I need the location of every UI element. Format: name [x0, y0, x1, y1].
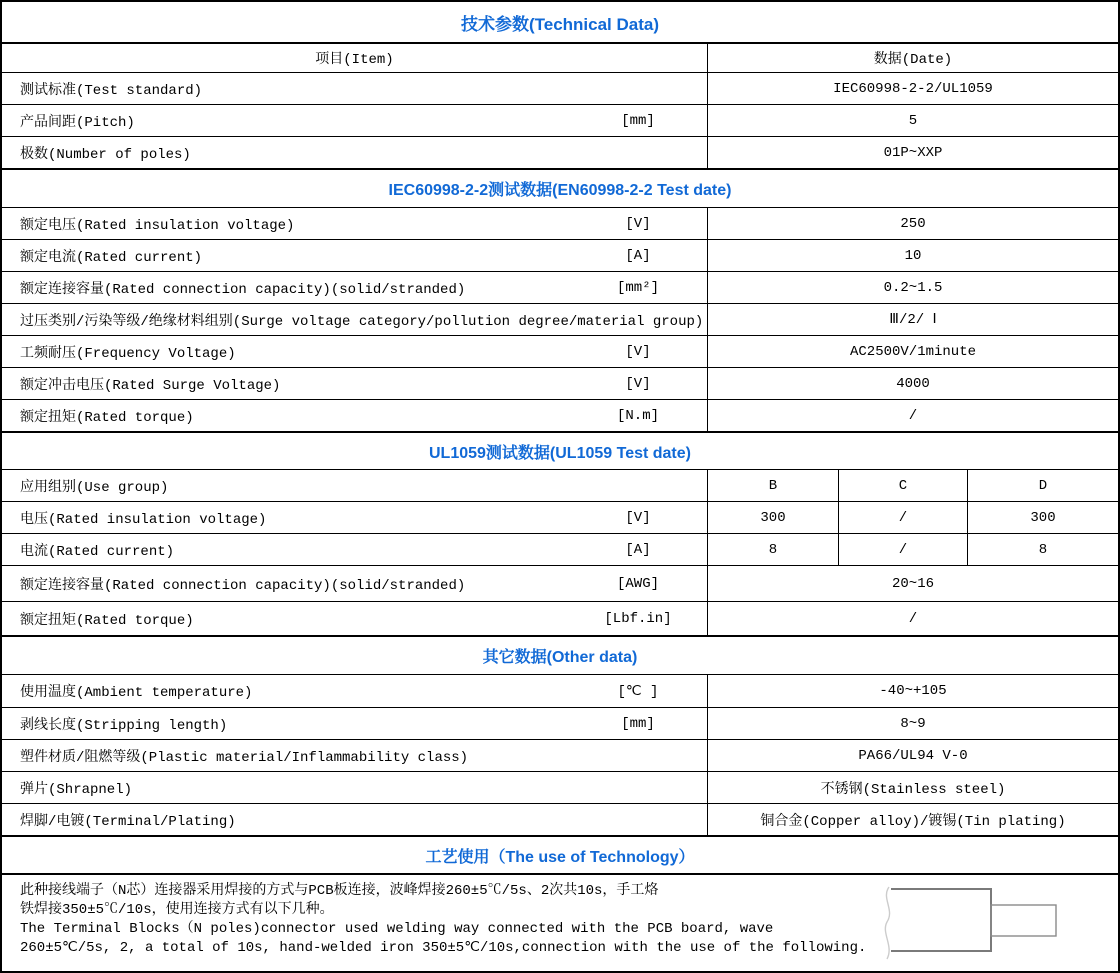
row-unit: [A] — [625, 247, 651, 264]
row-value: 铜合金(Copper alloy)/镀锡(Tin plating) — [760, 813, 1066, 830]
row-unit: [V] — [625, 509, 651, 526]
row-unit: [N.m] — [616, 407, 659, 424]
table-row-rated-surge-voltage — [2, 367, 1118, 399]
row-unit: [V] — [625, 343, 651, 360]
table-row-terminal-plating — [2, 803, 1118, 835]
table-row-stripping-length — [2, 707, 1118, 739]
table-row-frequency-voltage — [2, 335, 1118, 367]
connector-side-view-diagram — [878, 886, 1060, 962]
technology-text-line: 此种接线端子（N芯）连接器采用焊接的方式与PCB板连接，波峰焊接260±5℃/5s、2次共10s，手工烙 — [20, 883, 659, 899]
row-unit: [Lbf.in] — [604, 610, 672, 627]
row-value: 8~9 — [900, 715, 926, 732]
row-label: 工频耐压(Frequency Voltage) — [20, 345, 236, 362]
row-value: 不锈钢(Stainless steel) — [820, 781, 1006, 798]
row-unit: [V] — [625, 375, 651, 392]
use-group-c: C — [839, 470, 968, 501]
ul-current-c: / — [839, 534, 968, 565]
row-value: / — [908, 610, 918, 627]
row-label: 应用组别(Use group) — [20, 479, 169, 496]
row-label: 剥线长度(Stripping length) — [20, 717, 228, 734]
section-title-ul1059: UL1059测试数据(UL1059 Test date) — [2, 431, 1118, 469]
row-label: 过压类别/污染等级/绝缘材料组别(Surge voltage category/pollution degree/material group) — [20, 313, 704, 330]
row-unit: [V] — [625, 215, 651, 232]
table-row-ambient-temperature — [2, 674, 1118, 707]
table-row-awg-capacity — [2, 565, 1118, 601]
row-value: 20~16 — [891, 575, 934, 592]
page-title: 技术参数(Technical Data) — [460, 14, 660, 34]
row-label: 额定连接容量(Rated connection capacity)(solid/stranded) — [20, 577, 466, 594]
table-row-use-group — [2, 469, 1118, 501]
row-label: 电流(Rated current) — [20, 543, 175, 560]
ul-current-b: 8 — [708, 534, 839, 565]
section-title-other: 其它数据(Other data) — [2, 635, 1118, 674]
column-header-row — [2, 42, 1118, 72]
row-label: 电压(Rated insulation voltage) — [20, 511, 267, 528]
use-group-b: B — [708, 470, 839, 501]
section-title-technology: 工艺使用（The use of Technology） — [2, 835, 1118, 873]
row-value: 5 — [908, 112, 918, 129]
row-value: / — [908, 407, 918, 424]
table-row-rated-voltage — [2, 207, 1118, 239]
section-title-iec: IEC60998-2-2测试数据(EN60998-2-2 Test date) — [2, 168, 1118, 207]
row-value: 10 — [904, 247, 922, 264]
table-row-plastic-material — [2, 739, 1118, 771]
row-label: 使用温度(Ambient temperature) — [20, 685, 253, 701]
ul-voltage-c: / — [839, 502, 968, 533]
table-row-shrapnel — [2, 771, 1118, 803]
row-label: 额定电压(Rated insulation voltage) — [20, 217, 295, 234]
table-row-ul-voltage — [2, 501, 1118, 533]
table-row-surge-category — [2, 303, 1118, 335]
row-label: 焊脚/电镀(Terminal/Plating) — [20, 813, 236, 830]
row-label: 额定连接容量(Rated connection capacity)(solid/stranded) — [20, 281, 466, 298]
row-label: 额定扭矩(Rated torque) — [20, 612, 194, 629]
ul-voltage-d: 300 — [1030, 509, 1056, 526]
use-group-d: D — [1038, 477, 1048, 494]
row-label: 测试标准(Test standard) — [20, 82, 203, 99]
row-value: 250 — [900, 215, 926, 232]
table-row-poles — [2, 136, 1118, 168]
column-header-data: 数据(Date) — [873, 52, 953, 68]
row-label: 塑件材质/阻燃等级(Plastic material/Inflammability class) — [20, 749, 469, 766]
table-row-rated-torque-nm — [2, 399, 1118, 431]
row-label: 额定扭矩(Rated torque) — [20, 409, 194, 426]
row-label: 弹片(Shrapnel) — [20, 781, 133, 798]
row-unit: [AWG] — [616, 575, 659, 592]
table-row-pitch — [2, 104, 1118, 136]
row-unit: [℃ ] — [617, 683, 659, 700]
row-value: 01P~XXP — [883, 144, 943, 161]
row-label: 产品间距(Pitch) — [20, 114, 135, 131]
table-row-test-standard — [2, 72, 1118, 104]
table-row-rated-torque-lbf — [2, 601, 1118, 635]
connector-pin-outline — [991, 905, 1056, 936]
break-line — [885, 887, 889, 959]
technology-text-line: The Terminal Blocks（N poles)connector used welding way connected with the PCB board, wave — [20, 921, 774, 937]
row-unit: [A] — [625, 541, 651, 558]
connector-body-outline — [891, 889, 991, 951]
row-value: -40~+105 — [879, 683, 947, 699]
table-row-ul-current — [2, 533, 1118, 565]
row-value: Ⅲ/2/ Ⅰ — [889, 312, 937, 328]
column-header-item: 项目(Item) — [2, 44, 708, 72]
table-row-rated-current — [2, 239, 1118, 271]
technology-text-line: 260±5℃/5s, 2, a total of 10s, hand-welded iron 350±5℃/10s,connection with the use of the following. — [20, 940, 867, 956]
row-value: 0.2~1.5 — [883, 279, 943, 296]
ul-voltage-b: 300 — [708, 502, 839, 533]
technology-description — [2, 873, 1118, 971]
row-unit: [mm] — [621, 715, 655, 732]
row-value: IEC60998-2-2/UL1059 — [833, 80, 993, 97]
table-row-connection-capacity — [2, 271, 1118, 303]
row-value: PA66/UL94 V-0 — [858, 747, 968, 764]
row-unit: [mm] — [621, 112, 655, 129]
row-label: 极数(Number of poles) — [20, 146, 191, 163]
row-unit: [mm²] — [616, 279, 659, 296]
row-value: 4000 — [896, 375, 930, 392]
row-label: 额定电流(Rated current) — [20, 249, 203, 266]
technology-text-line: 铁焊接350±5℃/10s，使用连接方式有以下几种。 — [20, 902, 334, 918]
ul-current-d: 8 — [1038, 541, 1048, 558]
row-label: 额定冲击电压(Rated Surge Voltage) — [20, 377, 281, 394]
row-value: AC2500V/1minute — [849, 343, 977, 360]
